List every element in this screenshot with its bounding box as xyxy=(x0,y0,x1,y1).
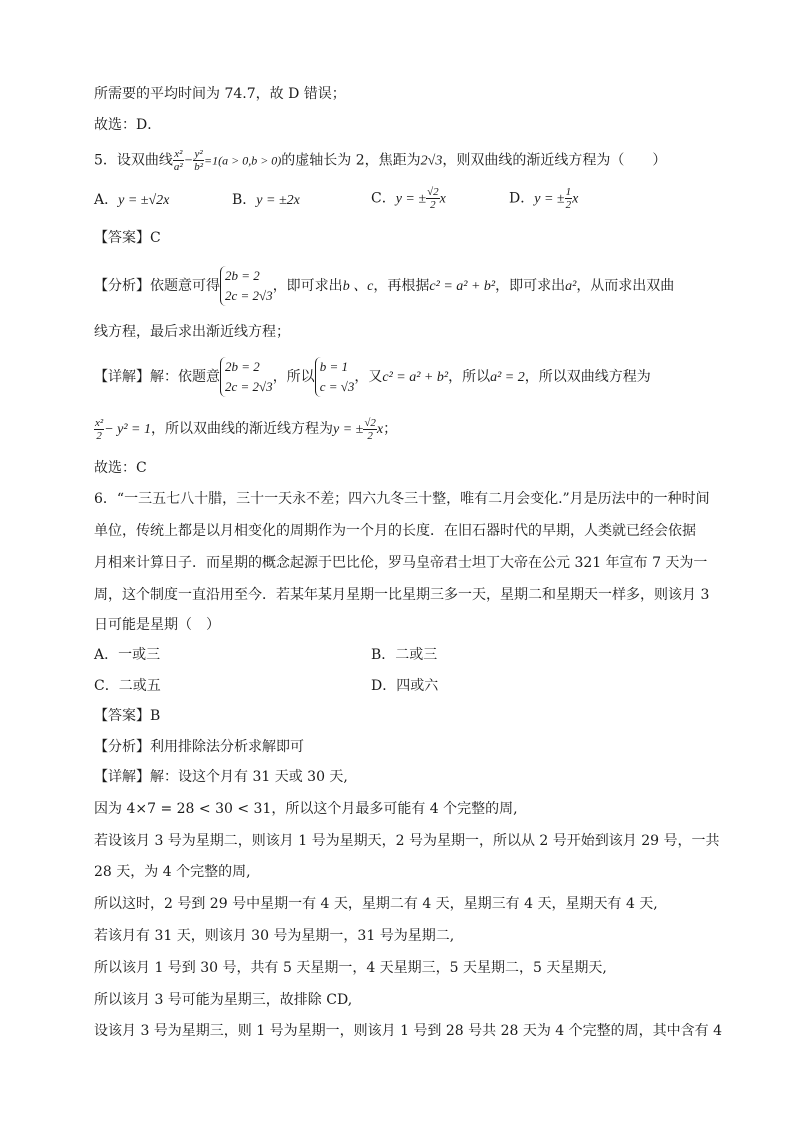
analysis-tag: 【分析】 xyxy=(94,278,150,294)
detail-line xyxy=(94,355,651,400)
answer-line xyxy=(94,228,161,248)
math: c² = a² + b² xyxy=(429,279,496,294)
option-text: A．一或三 xyxy=(94,647,161,663)
numerator: x² xyxy=(174,148,183,160)
detail-line-2 xyxy=(94,414,397,445)
question-5-stem: 5．设双曲线 $\frac{\text{x²}}{\text{a²}}$ − $\frac{\text{y²}}{\text{b²}}$ =1(a > 0,b > 0)的虚轴长为 2，焦距为2√3，则双曲线的渐近线方程为（ ） xyxy=(94,148,667,173)
text-line xyxy=(94,115,161,135)
text-line xyxy=(94,926,454,946)
text: 因为 4×7 = 28 < 30 < 31，所以这个月最多可能有 4 个完整的周, xyxy=(94,801,518,817)
text: 解：设这个月有 31 天或 30 天, xyxy=(150,769,348,785)
question-6-line xyxy=(94,521,696,541)
text: ，再根据 xyxy=(373,278,430,294)
detail-tag: 【详解】 xyxy=(94,369,150,385)
option-a xyxy=(94,190,169,211)
text-line xyxy=(94,458,147,478)
answer-value: B xyxy=(150,708,161,724)
math: a² = 2 xyxy=(490,370,525,385)
analysis-line xyxy=(94,264,674,309)
text: 故选：C xyxy=(94,460,147,476)
answer-tag: 【答案】 xyxy=(94,708,150,724)
text: 单位，传统上都是以月相变化的周期作为一个月的长度．在旧石器时代的早期，人类就已经会依据 xyxy=(94,523,696,539)
option-c xyxy=(94,676,161,696)
text-line xyxy=(94,322,290,342)
math: y = ± xyxy=(333,422,364,437)
answer-value: C xyxy=(150,230,161,246)
analysis-tag: 【分析】 xyxy=(94,739,150,755)
text: 依题意可得 xyxy=(150,278,220,294)
math: − y² = 1 xyxy=(104,422,151,437)
denominator: a² xyxy=(173,161,183,173)
fraction xyxy=(173,148,184,173)
numerator: y² xyxy=(194,148,203,160)
text-line xyxy=(94,1021,722,1041)
option-a xyxy=(94,645,160,665)
text: ； xyxy=(383,421,398,437)
text: 若设该月 3 号为星期二，则该月 1 号为星期天，2 号为星期一，所以从 2 号开始到该月 29 号，一共 xyxy=(94,833,720,849)
option-c: C．y = ± $\frac{√2}{2}$ x xyxy=(371,186,446,211)
math: a² xyxy=(565,279,577,294)
option-b xyxy=(232,190,300,211)
option-math: y = ±2x xyxy=(256,193,300,208)
text: ，即可求出 xyxy=(272,278,343,294)
option-math: y = ± xyxy=(534,191,565,207)
text: ，则双曲线的渐近线方程为（ ） xyxy=(442,152,667,169)
option-math: y = ±√2x xyxy=(118,193,170,208)
numerator: 1 xyxy=(565,186,572,198)
question-6-line xyxy=(94,489,710,509)
denominator: 2 xyxy=(367,429,373,442)
option-d: D．y = ± $\frac{1}{2}$ x xyxy=(509,186,579,211)
numerator: √2 xyxy=(364,416,376,429)
fraction xyxy=(94,417,104,442)
text: 设该月 3 号为星期三，则 1 号为星期一，则该月 1 号到 28 号共 28 天为 4 个完整的周，其中含有 4 xyxy=(94,1023,723,1039)
text: 月相来计算日子．而星期的概念起源于巴比伦，罗马皇帝君士坦丁大帝在公元 321 年宣布 7 天为一 xyxy=(94,555,708,571)
math: b 、c xyxy=(342,279,374,294)
equation-system xyxy=(220,266,273,306)
option-label: D． xyxy=(509,190,535,207)
text: 线方程，最后求出渐近线方程； xyxy=(94,324,290,340)
text-line xyxy=(94,862,251,882)
detail-tag: 【详解】 xyxy=(94,769,150,785)
text-line xyxy=(94,958,607,978)
detail-line xyxy=(94,767,348,787)
fraction xyxy=(363,417,377,442)
text: 6．“一三五七八十腊，三十一天永不差；四六九冬三十整，唯有二月会变化.”月是历法中的一种时间 xyxy=(94,491,710,507)
text: 所以该月 1 号到 30 号，共有 5 天星期一，4 天星期三，5 天星期二，5 天星期天, xyxy=(94,960,607,976)
option-math: y = ± xyxy=(395,191,427,207)
text: 5．设双曲线 xyxy=(94,152,173,169)
denominator: 2 xyxy=(96,429,102,442)
text-line xyxy=(94,894,658,914)
text: ，所以双曲线方程为 xyxy=(524,369,651,385)
option-label: B． xyxy=(232,192,257,208)
option-text: C．二或五 xyxy=(94,678,161,694)
math: x xyxy=(376,422,384,437)
text: ，所以双曲线的渐近线方程为 xyxy=(151,421,333,437)
question-6-line xyxy=(94,585,709,605)
text: 所需要的平均时间为 74.7，故 D 错误； xyxy=(94,86,346,102)
system-row: 2b = 2 xyxy=(225,268,260,283)
text: 解：依题意 xyxy=(150,369,220,385)
text-line xyxy=(94,831,720,851)
fraction xyxy=(426,186,440,211)
text: 若该月有 31 天，则该月 30 号为星期一，31 号为星期二, xyxy=(94,928,455,944)
option-text: D．四或六 xyxy=(371,678,439,694)
text: 所以该月 3 号可能为星期三，故排除 CD, xyxy=(94,992,353,1008)
option-b xyxy=(371,645,437,665)
equation-system xyxy=(220,357,273,397)
numerator: √2 xyxy=(427,186,439,198)
system-row: c = √3 xyxy=(319,379,355,394)
fraction xyxy=(565,186,573,211)
question-6-line xyxy=(94,615,220,635)
denominator: 2 xyxy=(565,199,572,211)
text-line xyxy=(94,799,518,819)
system-row: 2c = 2√3 xyxy=(225,379,273,394)
text-line xyxy=(94,84,346,104)
analysis-line xyxy=(94,737,304,757)
option-label: A． xyxy=(94,192,119,208)
system-row: 2c = 2√3 xyxy=(225,288,273,303)
math-condition: =1(a > 0,b > 0) xyxy=(204,153,282,168)
text: 故选：D． xyxy=(94,117,162,133)
denominator: b² xyxy=(194,161,203,173)
text: ，从而求出双曲 xyxy=(576,278,675,294)
text: 利用排除法分析求解即可 xyxy=(150,739,304,755)
text: ，即可求出 xyxy=(495,278,566,294)
text: 所以这时，2 号到 29 号中星期一有 4 天，星期二有 4 天，星期三有 4 天，星期天有 4 天, xyxy=(94,896,658,912)
question-6-line xyxy=(94,553,707,573)
fraction xyxy=(193,148,204,173)
system-row: b = 1 xyxy=(319,359,348,374)
equation-system xyxy=(315,357,355,397)
answer-line xyxy=(94,706,160,726)
answer-tag: 【答案】 xyxy=(94,230,150,246)
math: c² = a² + b² xyxy=(382,370,449,385)
system-row: 2b = 2 xyxy=(225,359,260,374)
text: 日可能是星期（ ） xyxy=(94,617,220,633)
text: ，又 xyxy=(354,369,383,385)
option-text: B．二或三 xyxy=(371,647,438,663)
option-label: C． xyxy=(371,190,396,207)
text: 28 天，为 4 个完整的周, xyxy=(94,864,251,880)
denominator: 2 xyxy=(430,199,436,211)
option-d xyxy=(371,676,438,696)
text: ，所以 xyxy=(272,369,315,385)
numerator: x² xyxy=(95,416,104,429)
math: 2√3 xyxy=(420,153,443,169)
text-line xyxy=(94,990,352,1010)
text: 周，这个制度一直沿用至今．若某年某月星期一比星期三多一天，星期二和星期天一样多，则该月 3 xyxy=(94,587,710,603)
text: ，所以 xyxy=(448,369,491,385)
text: 的虚轴长为 2，焦距为 xyxy=(281,152,421,169)
